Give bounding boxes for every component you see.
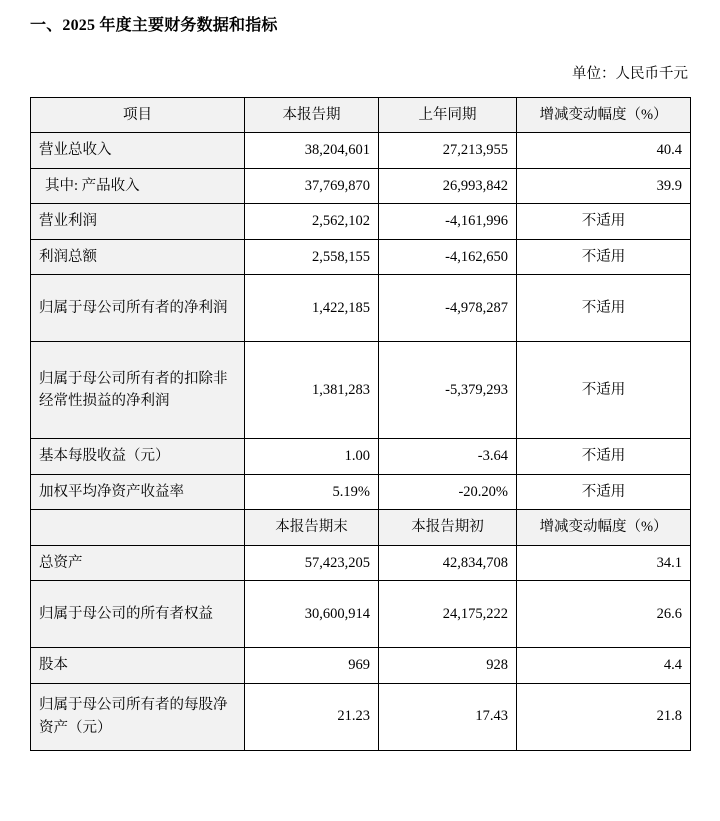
subheader-period-begin: 本报告期初 — [379, 510, 517, 545]
row-label: 归属于母公司的所有者权益 — [31, 581, 245, 648]
row-value: 不适用 — [517, 474, 691, 509]
page-title: 一、2025 年度主要财务数据和指标 — [30, 17, 278, 34]
row-label: 营业总收入 — [31, 133, 245, 168]
row-value: -20.20% — [379, 474, 517, 509]
table-subheader-row — [31, 510, 691, 545]
table-row — [31, 342, 691, 439]
row-value: 40.4 — [517, 133, 691, 168]
row-value: -4,162,650 — [379, 239, 517, 274]
row-label: 归属于母公司所有者的净利润 — [31, 275, 245, 342]
table-row — [31, 275, 691, 342]
row-value: 42,834,708 — [379, 545, 517, 580]
row-label: 归属于母公司所有者的扣除非经常性损益的净利润 — [31, 342, 245, 439]
table-row — [31, 648, 691, 683]
row-value: 30,600,914 — [245, 581, 379, 648]
row-value: -3.64 — [379, 439, 517, 474]
table-header-row — [31, 98, 691, 133]
row-value: 21.8 — [517, 683, 691, 750]
subheader-change-rate: 增减变动幅度（%） — [517, 510, 691, 545]
row-label: 基本每股收益（元） — [31, 439, 245, 474]
row-value: 1.00 — [245, 439, 379, 474]
table-row — [31, 683, 691, 750]
row-value: 2,562,102 — [245, 204, 379, 239]
row-label: 其中: 产品收入 — [31, 168, 245, 203]
table-row — [31, 133, 691, 168]
subheader-blank — [31, 510, 245, 545]
row-value: 4.4 — [517, 648, 691, 683]
table-body-income — [31, 133, 691, 510]
table-body — [31, 98, 691, 133]
row-value: 17.43 — [379, 683, 517, 750]
column-header-item: 项目 — [31, 98, 245, 133]
table-row — [31, 581, 691, 648]
row-label: 总资产 — [31, 545, 245, 580]
row-value: -4,161,996 — [379, 204, 517, 239]
row-value: 38,204,601 — [245, 133, 379, 168]
unit-note: 单位：人民币千元 — [572, 66, 688, 82]
row-value: -4,978,287 — [379, 275, 517, 342]
row-value: 不适用 — [517, 439, 691, 474]
table-body-midheader — [31, 510, 691, 545]
row-label: 加权平均净资产收益率 — [31, 474, 245, 509]
row-value: 不适用 — [517, 204, 691, 239]
row-value: 34.1 — [517, 545, 691, 580]
row-value: 27,213,955 — [379, 133, 517, 168]
table-body-balance — [31, 545, 691, 750]
row-value: 不适用 — [517, 275, 691, 342]
financial-summary-table — [30, 97, 691, 751]
row-value: 不适用 — [517, 342, 691, 439]
row-value: 21.23 — [245, 683, 379, 750]
subheader-period-end: 本报告期末 — [245, 510, 379, 545]
row-value: 24,175,222 — [379, 581, 517, 648]
table-row — [31, 168, 691, 203]
table-row — [31, 545, 691, 580]
row-value: 26,993,842 — [379, 168, 517, 203]
row-value: 26.6 — [517, 581, 691, 648]
row-value: 5.19% — [245, 474, 379, 509]
row-value: 969 — [245, 648, 379, 683]
row-value: 928 — [379, 648, 517, 683]
row-value: -5,379,293 — [379, 342, 517, 439]
row-label: 营业利润 — [31, 204, 245, 239]
row-value: 1,422,185 — [245, 275, 379, 342]
row-value: 57,423,205 — [245, 545, 379, 580]
row-value: 1,381,283 — [245, 342, 379, 439]
row-label: 股本 — [31, 648, 245, 683]
column-header-prior-period: 上年同期 — [379, 98, 517, 133]
row-value: 37,769,870 — [245, 168, 379, 203]
row-label: 归属于母公司所有者的每股净资产（元） — [31, 683, 245, 750]
table-row — [31, 439, 691, 474]
row-label: 利润总额 — [31, 239, 245, 274]
column-header-current-period: 本报告期 — [245, 98, 379, 133]
column-header-change-rate: 增减变动幅度（%） — [517, 98, 691, 133]
table-row — [31, 474, 691, 509]
table-row — [31, 239, 691, 274]
table-row — [31, 204, 691, 239]
row-value: 2,558,155 — [245, 239, 379, 274]
row-value: 不适用 — [517, 239, 691, 274]
document-page — [0, 8, 720, 821]
row-value: 39.9 — [517, 168, 691, 203]
